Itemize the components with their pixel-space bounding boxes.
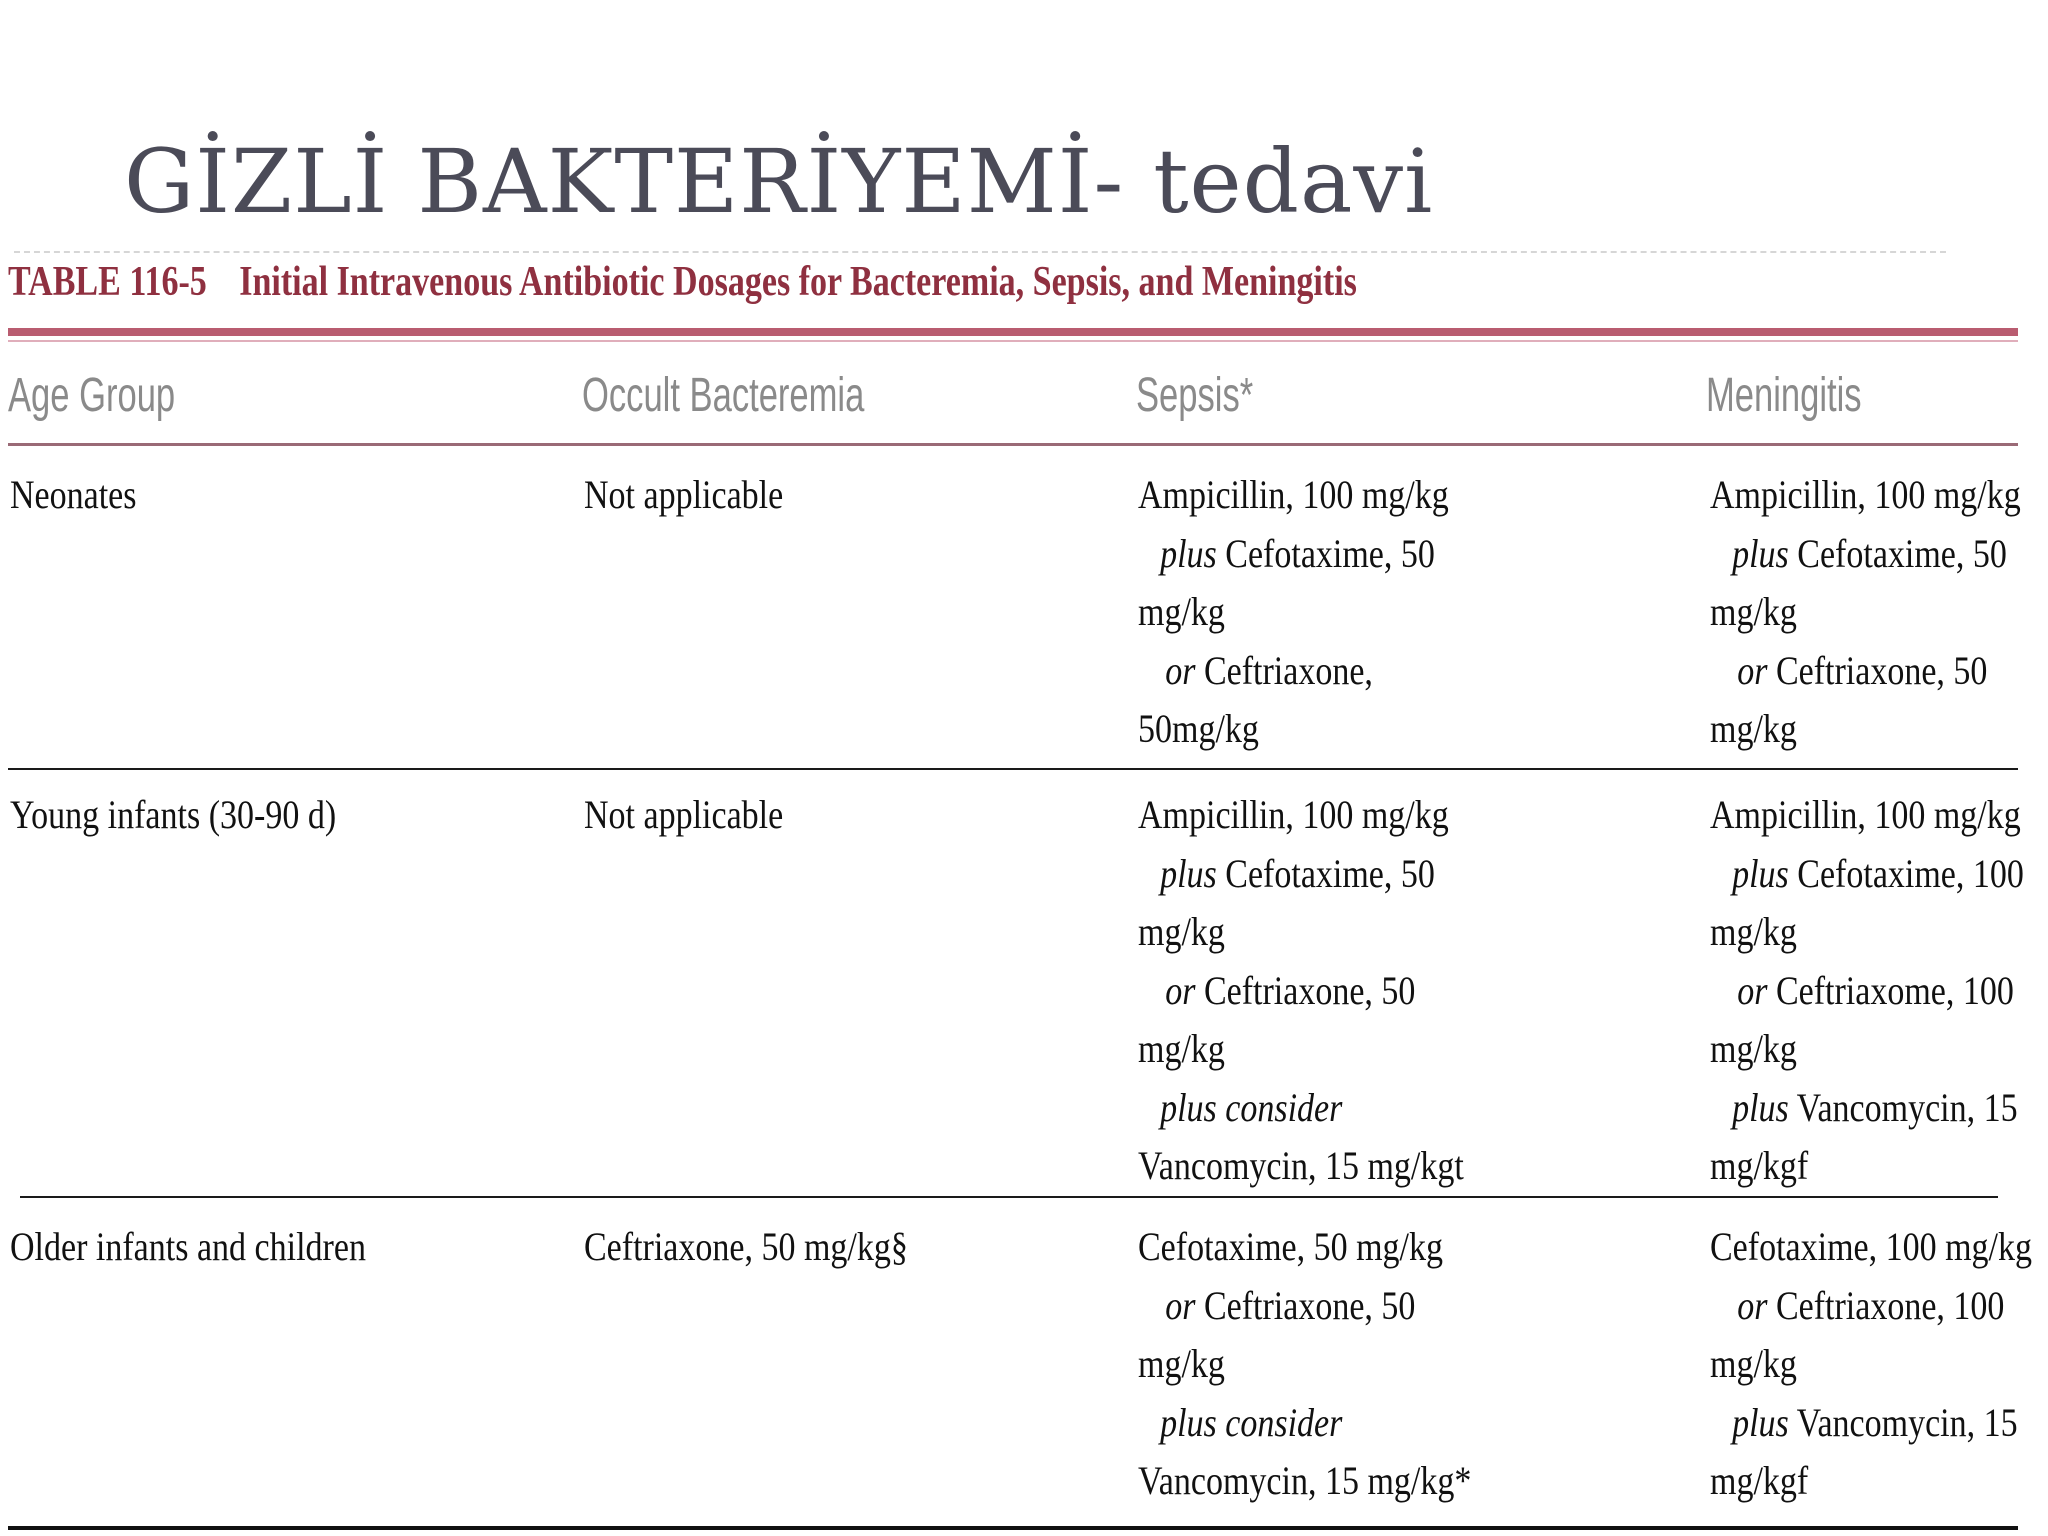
dosage-line — [1138, 642, 1449, 701]
dosage-connector: plus consider — [1160, 1084, 1343, 1130]
dosage-text: Ampicillin, 100 mg/kg — [1138, 792, 1449, 837]
dosage-connector: or — [1165, 647, 1196, 693]
dosage-text: mg/kg — [1138, 909, 1225, 954]
dosage-text: 50mg/kg — [1138, 706, 1259, 751]
dosage-text: Cefotaxime, 50 — [1216, 850, 1435, 896]
dosage-line — [1710, 583, 2021, 642]
dosage-text: Ceftriaxome, 100 — [1767, 967, 2014, 1013]
table-caption-number: TABLE 116-5 — [8, 259, 207, 305]
header-rule — [8, 443, 2018, 446]
table-top-rule — [8, 328, 2018, 336]
cell-meningitis — [1710, 786, 2024, 1196]
dosage-line — [1138, 786, 1464, 845]
cell-occult: Ceftriaxone, 50 mg/kg§ — [584, 1224, 908, 1269]
dosage-connector: or — [1737, 967, 1768, 1013]
slide-title: GİZLİ BAKTERİYEMİ- tedavi — [124, 130, 1434, 233]
header-age-group: Age Group — [8, 369, 176, 422]
dosage-line — [1710, 1079, 2024, 1138]
dosage-text: mg/kg — [1710, 909, 1797, 954]
dosage-line — [1710, 1394, 2032, 1453]
dosage-text: Ceftriaxone, 50 — [1767, 647, 1988, 693]
dosage-text: mg/kg — [1710, 1341, 1797, 1386]
dosage-line — [1138, 1079, 1464, 1138]
dosage-line — [1138, 466, 1449, 525]
dosage-text: mg/kg — [1138, 1026, 1225, 1071]
dosage-connector: or — [1165, 1282, 1196, 1328]
dosage-text: Ceftriaxone, — [1195, 647, 1373, 693]
dosage-line — [1138, 1335, 1471, 1394]
table-bottom-rule — [8, 1526, 2018, 1530]
dosage-text: Vancomycin, 15 mg/kgt — [1138, 1143, 1464, 1188]
dosage-text: mg/kg — [1138, 589, 1225, 634]
table-caption — [8, 258, 1357, 306]
dosage-line — [1710, 1335, 2032, 1394]
dosage-text: mg/kg — [1710, 589, 1797, 634]
dosage-text: Cefotaxime, 100 — [1788, 850, 2024, 896]
table-top-rule-thin — [8, 340, 2018, 342]
cell-sepsis — [1138, 786, 1464, 1196]
header-sepsis: Sepsis* — [1136, 369, 1254, 422]
header-occult-bacteremia: Occult Bacteremia — [582, 369, 865, 422]
dosage-connector: plus — [1732, 1399, 1789, 1445]
dosage-line — [1710, 466, 2021, 525]
dosage-text: Cefotaxime, 50 — [1788, 530, 2007, 576]
header-meningitis: Meningitis — [1706, 369, 1862, 422]
dosage-connector: plus — [1732, 1084, 1789, 1130]
dosage-text: mg/kgf — [1710, 1143, 1809, 1188]
cell-age-group: Older infants and children — [10, 1224, 366, 1269]
dosage-text: Ceftriaxone, 50 — [1195, 967, 1416, 1013]
dosage-line — [1710, 525, 2021, 584]
dosage-line — [1138, 1020, 1464, 1079]
dosage-connector: plus — [1160, 530, 1217, 576]
dosage-line — [1710, 1452, 2032, 1511]
cell-occult: Not applicable — [584, 792, 784, 837]
dosage-text: Ampicillin, 100 mg/kg — [1710, 792, 2021, 837]
cell-meningitis — [1710, 466, 2021, 759]
dosage-text: mg/kgf — [1710, 1458, 1809, 1503]
dosage-connector: or — [1165, 967, 1196, 1013]
dosage-line — [1138, 525, 1449, 584]
dosage-line — [1138, 962, 1464, 1021]
dosage-line — [1138, 700, 1449, 759]
table-caption-text: Initial Intravenous Antibiotic Dosages for Bacteremia, Sepsis, and Meningitis — [239, 259, 1357, 305]
row-divider — [20, 1196, 1998, 1198]
dosage-text: Vancomycin, 15 mg/kg* — [1138, 1458, 1472, 1503]
dosage-line — [1710, 1020, 2024, 1079]
dosage-line — [1138, 845, 1464, 904]
dosage-connector: or — [1737, 1282, 1768, 1328]
dosage-text: Cefotaxime, 50 mg/kg — [1138, 1224, 1444, 1269]
cell-age-group: Young infants (30-90 d) — [10, 792, 337, 837]
dosage-line — [1710, 1277, 2032, 1336]
cell-sepsis — [1138, 466, 1449, 759]
dosage-text: Ampicillin, 100 mg/kg — [1710, 472, 2021, 517]
dosage-text: Vancomycin, 15 — [1788, 1084, 2018, 1130]
dosage-text: Ceftriaxone, 50 — [1195, 1282, 1416, 1328]
dosage-text: mg/kg — [1710, 1026, 1797, 1071]
dosage-text: Ceftriaxone, 100 — [1767, 1282, 2005, 1328]
dosage-line — [1138, 1277, 1471, 1336]
dosage-connector: plus — [1732, 850, 1789, 896]
dosage-line — [1138, 1394, 1471, 1453]
dosage-line — [1138, 1137, 1464, 1196]
dosage-line — [1710, 845, 2024, 904]
cell-age-group: Neonates — [10, 472, 137, 517]
dosage-line — [1710, 700, 2021, 759]
dosage-text: mg/kg — [1138, 1341, 1225, 1386]
dosage-line — [1710, 962, 2024, 1021]
dosage-connector: plus — [1160, 850, 1217, 896]
row-divider — [8, 768, 2018, 770]
dosage-text: Cefotaxime, 100 mg/kg — [1710, 1224, 2033, 1269]
dosage-text: Vancomycin, 15 — [1788, 1399, 2018, 1445]
dosage-line — [1710, 903, 2024, 962]
dosage-line — [1138, 583, 1449, 642]
dosage-line — [1710, 1218, 2032, 1277]
dosage-line — [1138, 1218, 1471, 1277]
dosage-text: Cefotaxime, 50 — [1216, 530, 1435, 576]
title-divider — [14, 251, 1946, 253]
dosage-connector: plus consider — [1160, 1399, 1343, 1445]
dosage-text: Ampicillin, 100 mg/kg — [1138, 472, 1449, 517]
dosage-line — [1710, 642, 2021, 701]
dosage-line — [1138, 1452, 1471, 1511]
dosage-connector: or — [1737, 647, 1768, 693]
cell-occult: Not applicable — [584, 472, 784, 517]
dosage-connector: plus — [1732, 530, 1789, 576]
dosage-line — [1710, 786, 2024, 845]
dosage-line — [1710, 1137, 2024, 1196]
cell-meningitis — [1710, 1218, 2032, 1511]
cell-sepsis — [1138, 1218, 1471, 1511]
dosage-line — [1138, 903, 1464, 962]
dosage-text: mg/kg — [1710, 706, 1797, 751]
